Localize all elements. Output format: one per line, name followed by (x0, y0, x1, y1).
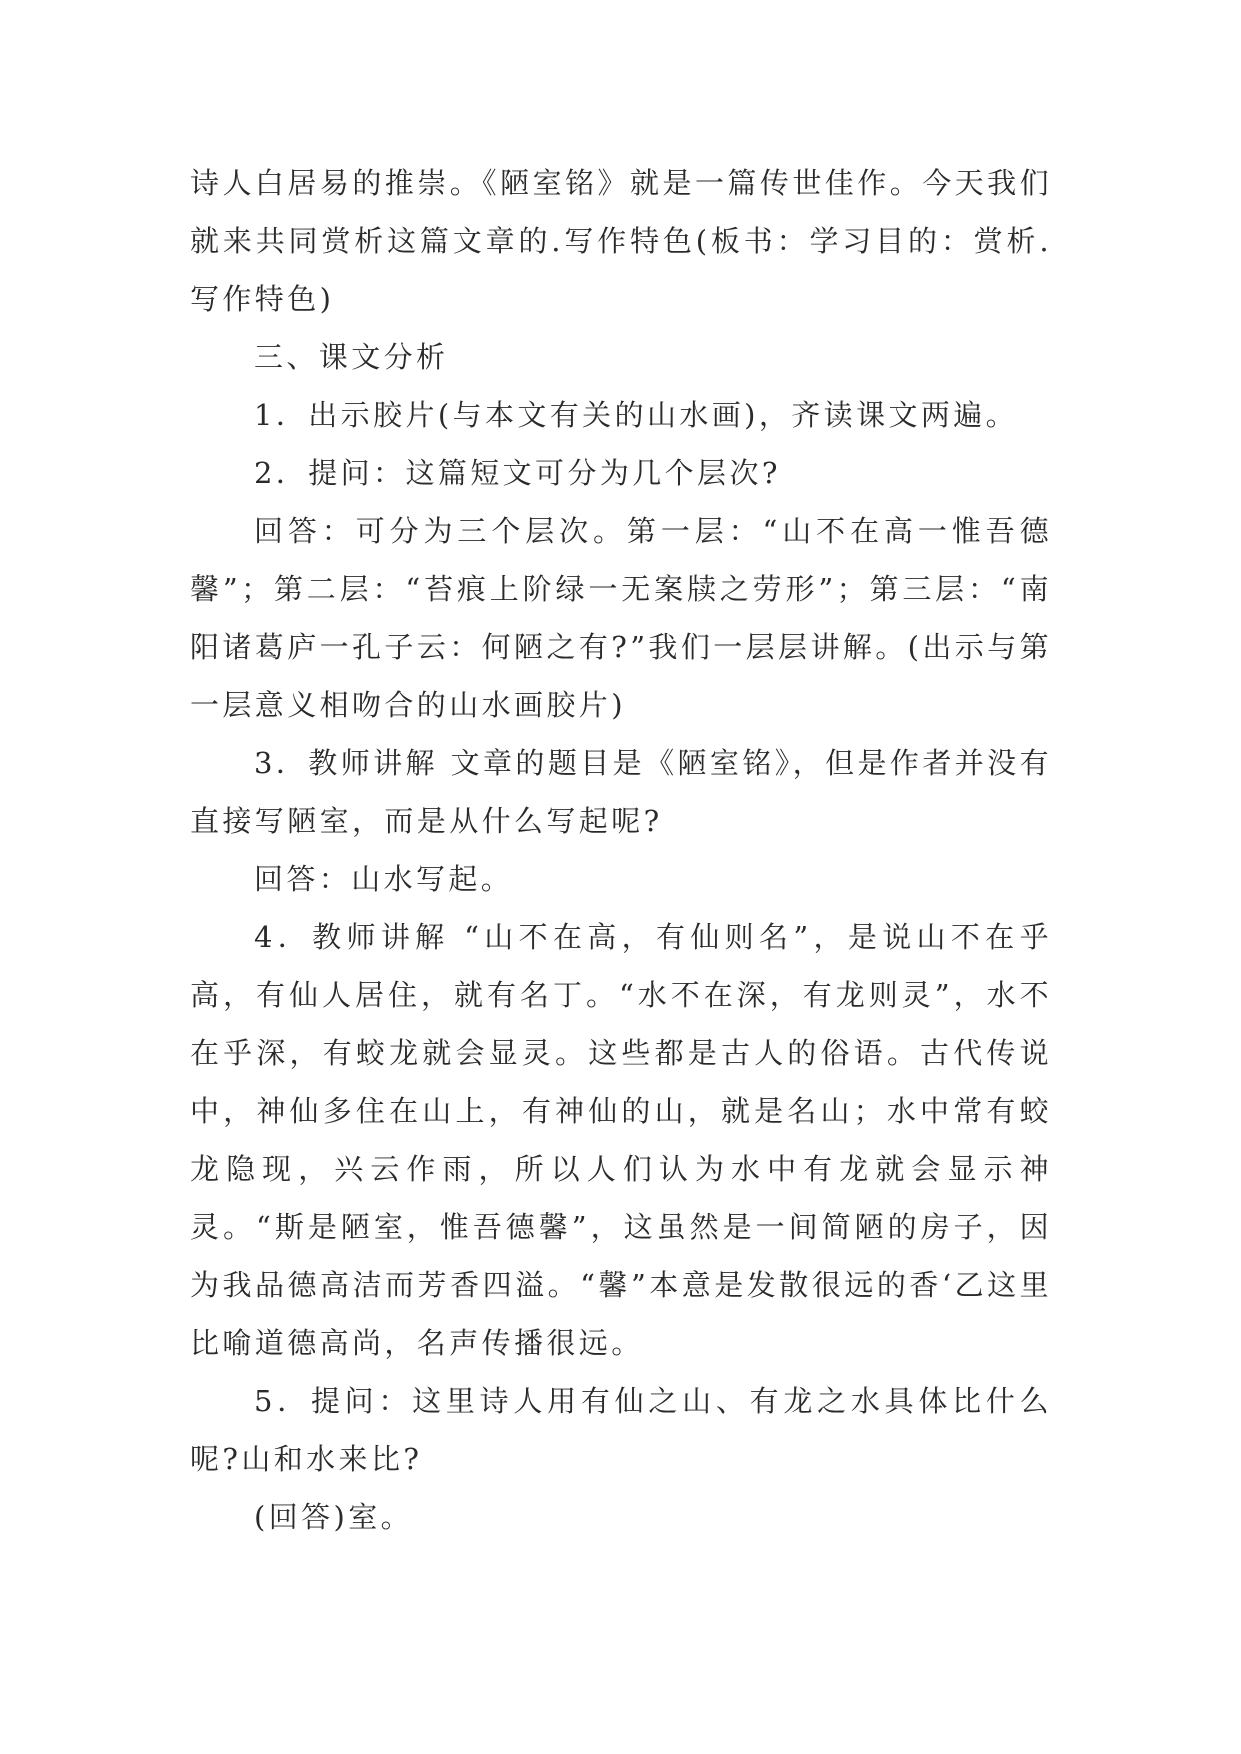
step-2-question: 2．提问：这篇短文可分为几个层次? (254, 456, 781, 490)
step-5-answer: (回答)室。 (254, 1500, 414, 1534)
step-1-paragraph: 1．出示胶片(与本文有关的山水画)，齐读课文两遍。 (254, 398, 1019, 432)
paragraph-intro: 诗人白居易的推崇。《陋室铭》就是一篇传世佳作。今天我们就来共同赏析这篇文章的.写作特色(板书：学习目的：赏析.写作特色) (190, 166, 1052, 316)
section-heading-text-analysis: 三、课文分析 (254, 340, 449, 374)
step-4-paragraph: 4．教师讲解 “山不在高，有仙则名”，是说山不在乎高，有仙人居住，就有名丁。“水不在深，有龙则灵”，水不在乎深，有蛟龙就会显灵。这些都是古人的俗语。古代传说中，神仙多住在山上，有神仙的山，就是名山；水中常有蛟龙隐现，兴云作雨，所以人们认为水中有龙就会显示神灵。“斯是陋室，惟吾德馨”，这虽然是一间简陋的房子，因为我品德高洁而芳香四溢。“馨”本意是发散很远的香‘乙这里比喻道德高尚，名声传播很远。 (190, 920, 1052, 1360)
document-body (190, 154, 1052, 1546)
step-5-question: 5．提问：这里诗人用有仙之山、有龙之水具体比什么呢?山和水来比? (190, 1384, 1052, 1476)
step-3-answer: 回答：山水写起。 (254, 862, 514, 896)
step-2-answer: 回答：可分为三个层次。第一层：“山不在高一惟吾德馨”；第二层：“苔痕上阶绿一无案牍之劳形”；第三层：“南阳诸葛庐一孔子云：何陋之有?”我们一层层讲解。(出示与第一层意义相吻合的山水画胶片) (190, 514, 1052, 722)
step-3-paragraph: 3．教师讲解 文章的题目是《陋室铭》，但是作者并没有直接写陋室，而是从什么写起呢? (190, 746, 1052, 838)
